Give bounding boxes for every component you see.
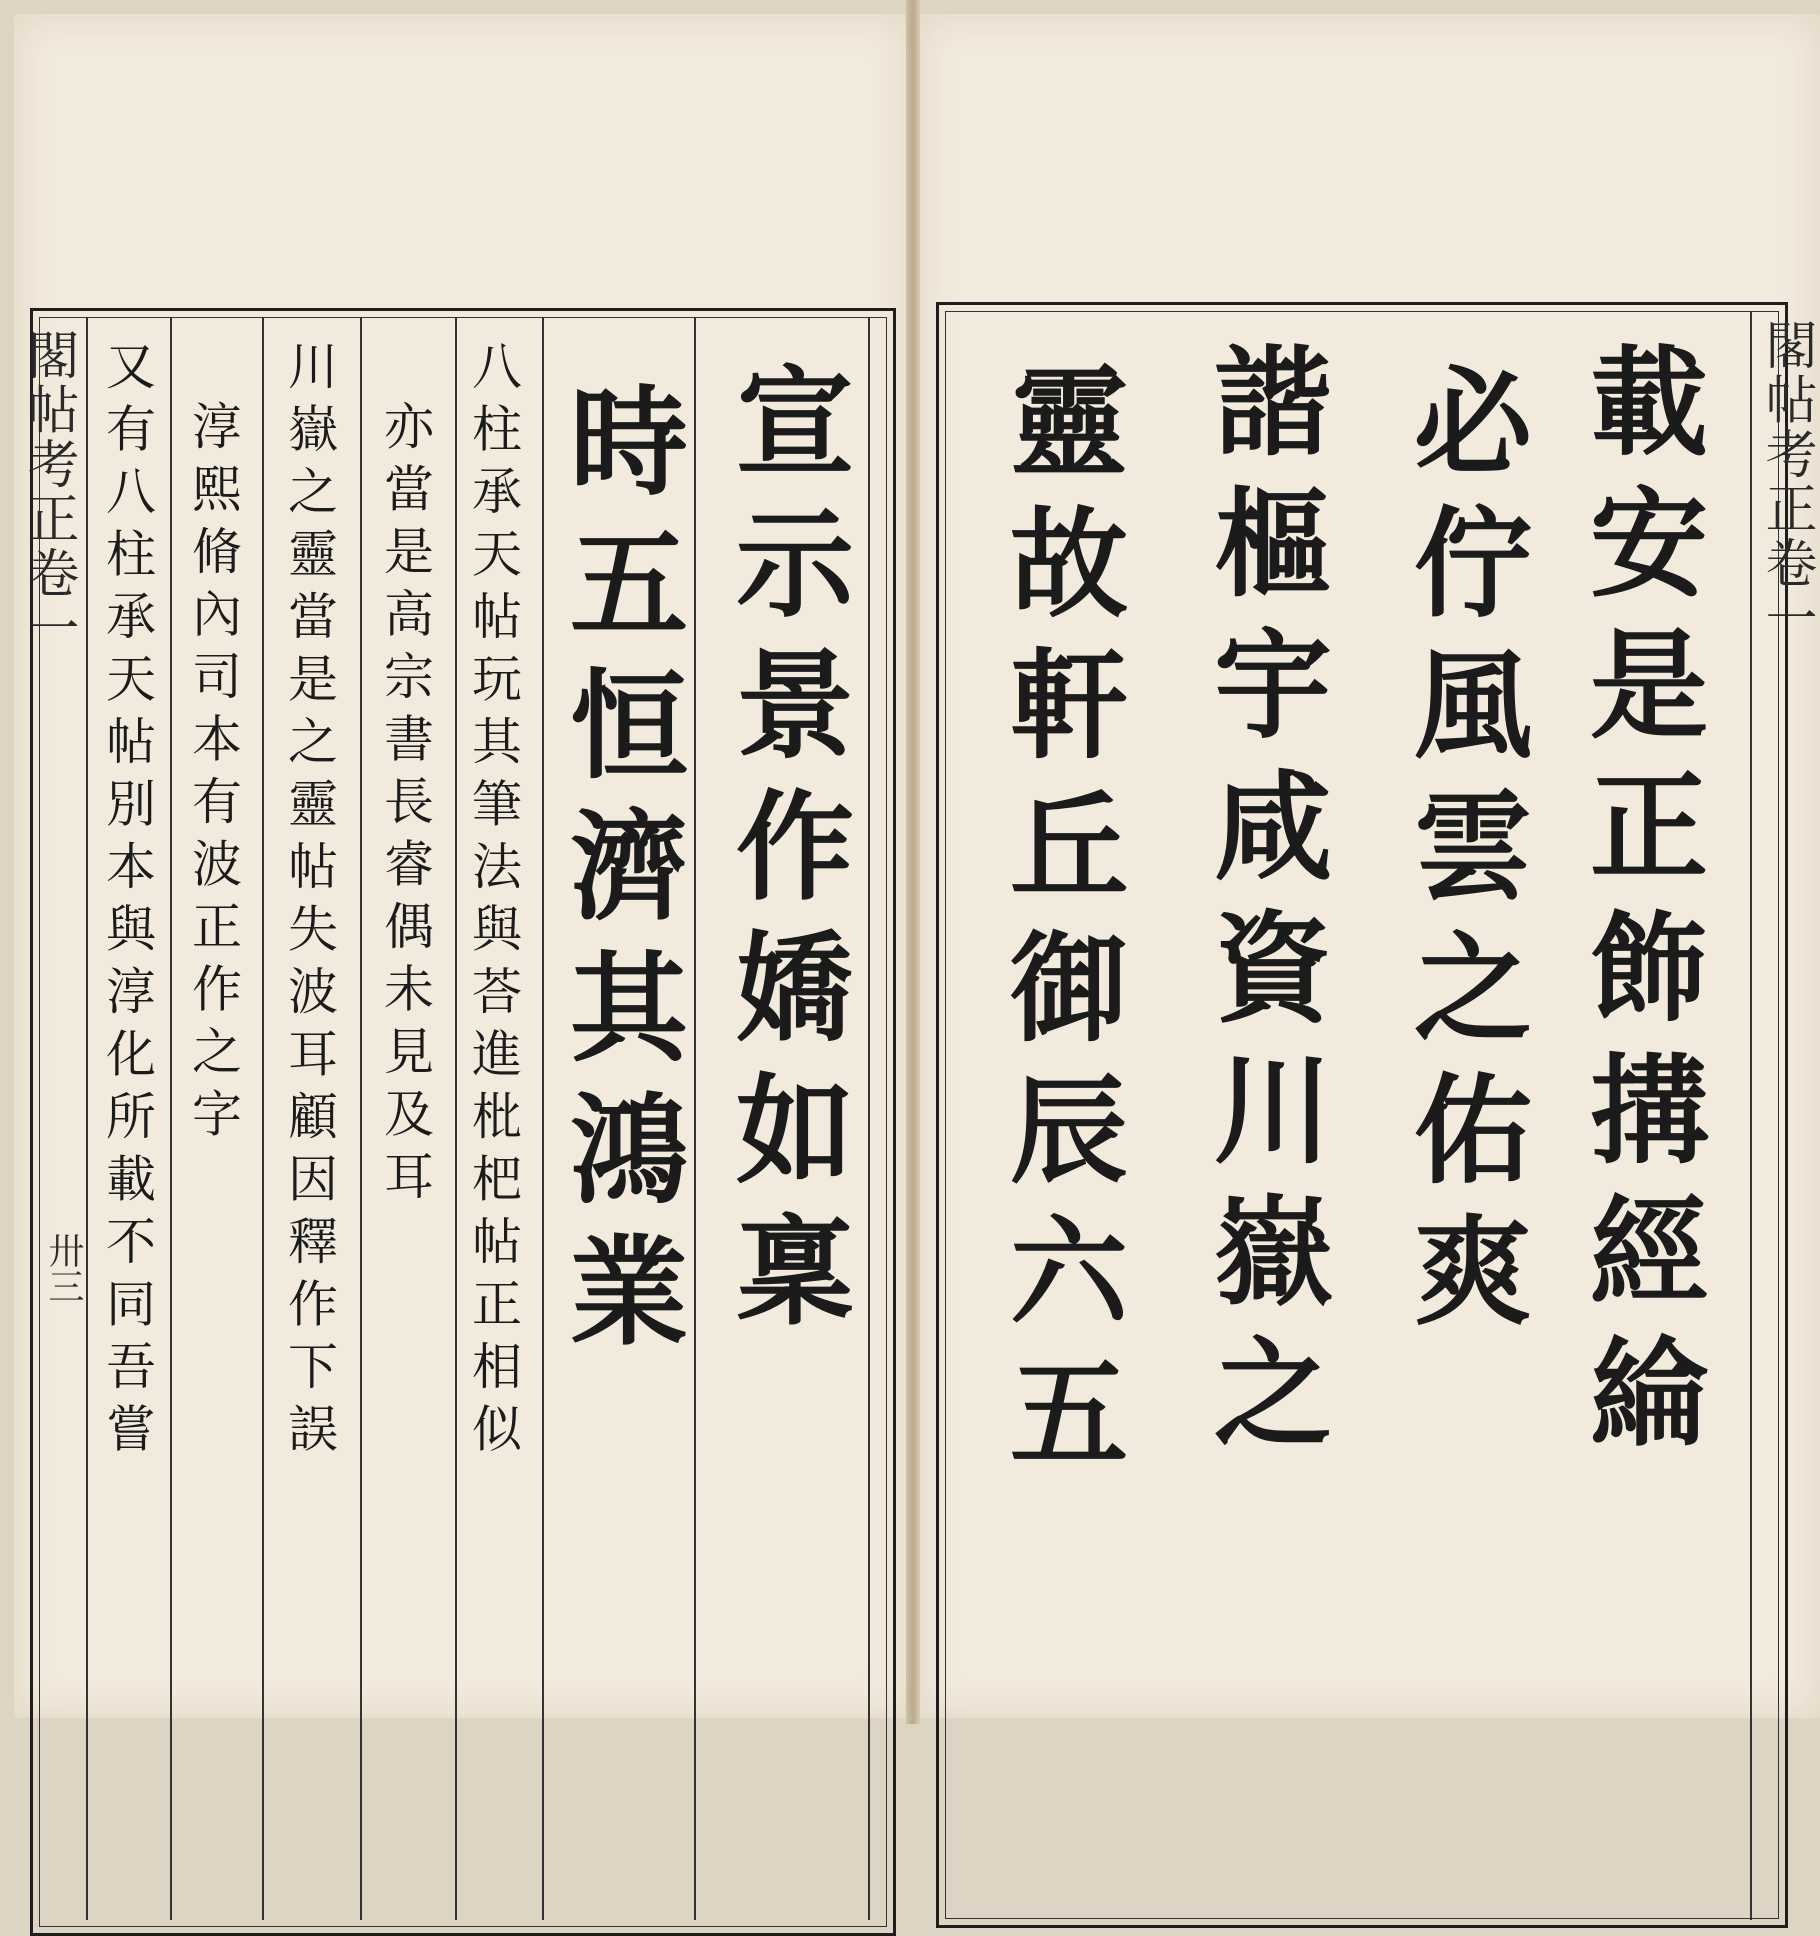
left-rule-7 (694, 318, 696, 1920)
calligraphy-column-4: 必佇風雲之佑爽 (1394, 360, 1533, 1352)
calligraphy-column-5: 諧樞宇咸資川嶽之 (1194, 340, 1333, 1473)
left-rule-4 (360, 318, 362, 1920)
commentary-column-2: 亦當是高宗書長睿偶未見及耳 (376, 400, 434, 1213)
calligraphy-column-1: 宣示景作嬌如稟 (716, 360, 855, 1352)
commentary-column-5: 又有八柱承天帖別本與淳化所載不同吾嘗 (98, 340, 156, 1465)
left-rule-2 (170, 318, 172, 1920)
commentary-column-3: 川嶽之靈當是之靈帖失波耳顧因釋作下誤 (280, 340, 338, 1465)
left-folio: 卅三 (43, 1232, 84, 1304)
right-margin-title: 閣帖考正卷一 (1756, 318, 1816, 646)
left-margin-title: 閣帖考正卷一 (18, 328, 78, 656)
left-rule-5 (455, 318, 457, 1920)
commentary-column-4: 淳熙脩內司本有波正作之字 (184, 400, 242, 1150)
right-rule-1 (1750, 312, 1752, 1920)
left-rule-6 (542, 318, 544, 1920)
left-rule-3 (262, 318, 264, 1920)
left-rule-8 (868, 318, 870, 1920)
calligraphy-column-3: 載安是正飾搆經綸 (1570, 340, 1709, 1473)
left-rule-1 (86, 318, 88, 1920)
book-gutter (906, 0, 920, 1724)
calligraphy-column-2: 時五恒濟其鴻業 (550, 380, 689, 1372)
commentary-column-1: 八柱承天帖玩其筆法與荅進枇杷帖正相似 (464, 340, 522, 1465)
calligraphy-column-6: 靈故軒丘御辰六五 (990, 360, 1129, 1493)
